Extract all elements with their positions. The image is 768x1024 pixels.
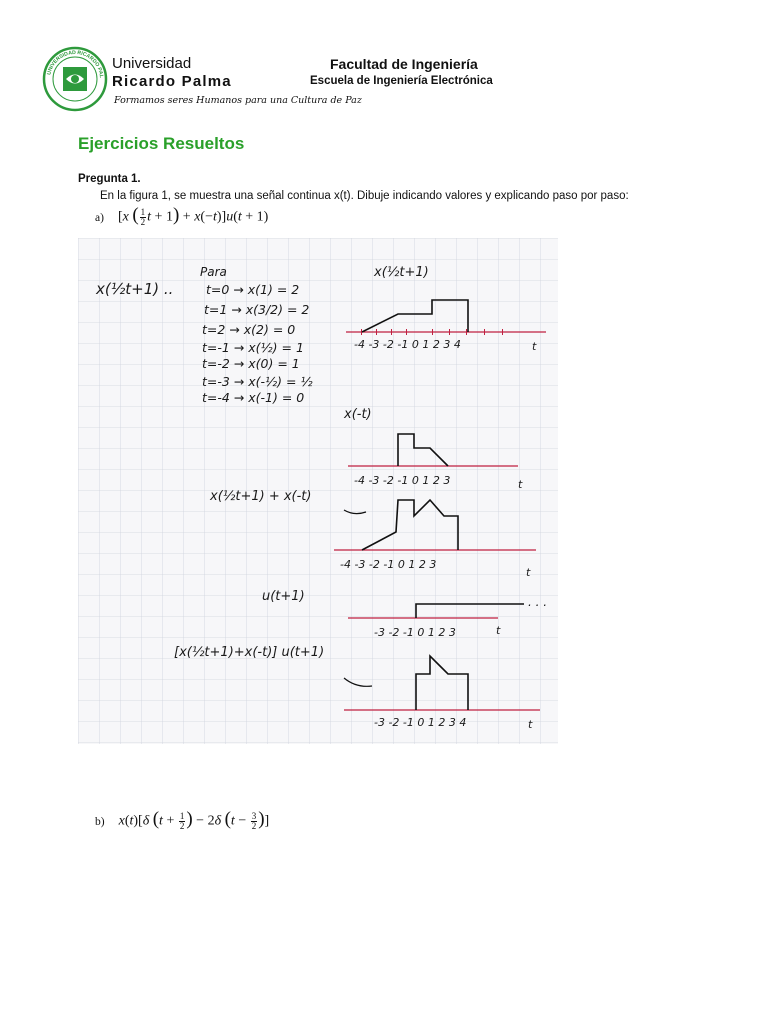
plot4-axis-var: t xyxy=(496,624,501,637)
school-name: Escuela de Ingeniería Electrónica xyxy=(310,75,493,87)
plot4-tick-labels: -3 -2 -1 0 1 2 3 xyxy=(374,626,456,639)
university-name-line2: Ricardo Palma xyxy=(112,73,232,90)
plot4-continuation: . . . xyxy=(528,595,548,609)
question-statement: En la figura 1, se muestra una señal continua x(t). Dibuje indicando valores y explicando paso por paso: xyxy=(100,190,629,202)
plot3-label: x(½t+1) + x(-t) xyxy=(210,489,312,504)
plot1-tick-labels: -4 -3 -2 -1 0 1 2 3 4 xyxy=(354,338,461,351)
left-expression: x(½t+1) .. xyxy=(96,280,174,298)
step-4: t=-1 → x(½) = 1 xyxy=(202,340,304,355)
plot3-axis-var: t xyxy=(526,566,531,579)
step-2: t=1 → x(3/2) = 2 xyxy=(204,302,310,317)
plot1-axis-var: t xyxy=(532,340,537,353)
page-title: Ejercicios Resueltos xyxy=(78,134,245,153)
exercise-a-label: a) xyxy=(95,211,104,224)
plot3-tick-labels: -4 -3 -2 -1 0 1 2 3 xyxy=(340,558,437,571)
plot2-tick-labels: -4 -3 -2 -1 0 1 2 3 xyxy=(354,474,451,487)
plot2-label: x(-t) xyxy=(344,407,372,422)
university-logo xyxy=(42,46,108,112)
university-name-line1: Universidad xyxy=(112,55,192,72)
step-1: t=0 → x(1) = 2 xyxy=(206,282,300,297)
handwritten-solution xyxy=(78,238,558,744)
faculty-name: Facultad de Ingeniería xyxy=(330,56,478,72)
step-7: t=-4 → x(-1) = 0 xyxy=(202,390,305,405)
step-5: t=-2 → x(0) = 1 xyxy=(202,356,300,371)
para-label: Para xyxy=(200,265,227,279)
exercise-a-expression: a) [x ( $\frac{1}{2}$ t + 1) + x(−t)]u(t + 1) xyxy=(95,204,269,227)
question-label: Pregunta 1. xyxy=(78,173,141,185)
exercise-b-expression: b) x(t)[δ (t + $\frac{1}{2}$ ) − 2δ (t − $\frac{3}{2}$ )] xyxy=(95,808,270,831)
step-3: t=2 → x(2) = 0 xyxy=(202,322,296,337)
svg-text:UNIVERSIDAD RICARDO PALMA: UNIVERSIDAD RICARDO PAL xyxy=(46,49,105,79)
university-motto: Formamos seres Humanos para una Cultura de Paz xyxy=(114,95,362,106)
plot4-label: u(t+1) xyxy=(262,589,305,604)
plot2-axis-var: t xyxy=(518,478,523,491)
plot5-label: [x(½t+1)+x(-t)] u(t+1) xyxy=(174,645,325,660)
plot1-label: x(½t+1) xyxy=(374,265,429,280)
step-6: t=-3 → x(-½) = ½ xyxy=(202,374,313,389)
plot5-tick-labels: -3 -2 -1 0 1 2 3 4 xyxy=(374,716,467,729)
plot5-axis-var: t xyxy=(528,718,533,731)
exercise-b-label: b) xyxy=(95,815,105,828)
